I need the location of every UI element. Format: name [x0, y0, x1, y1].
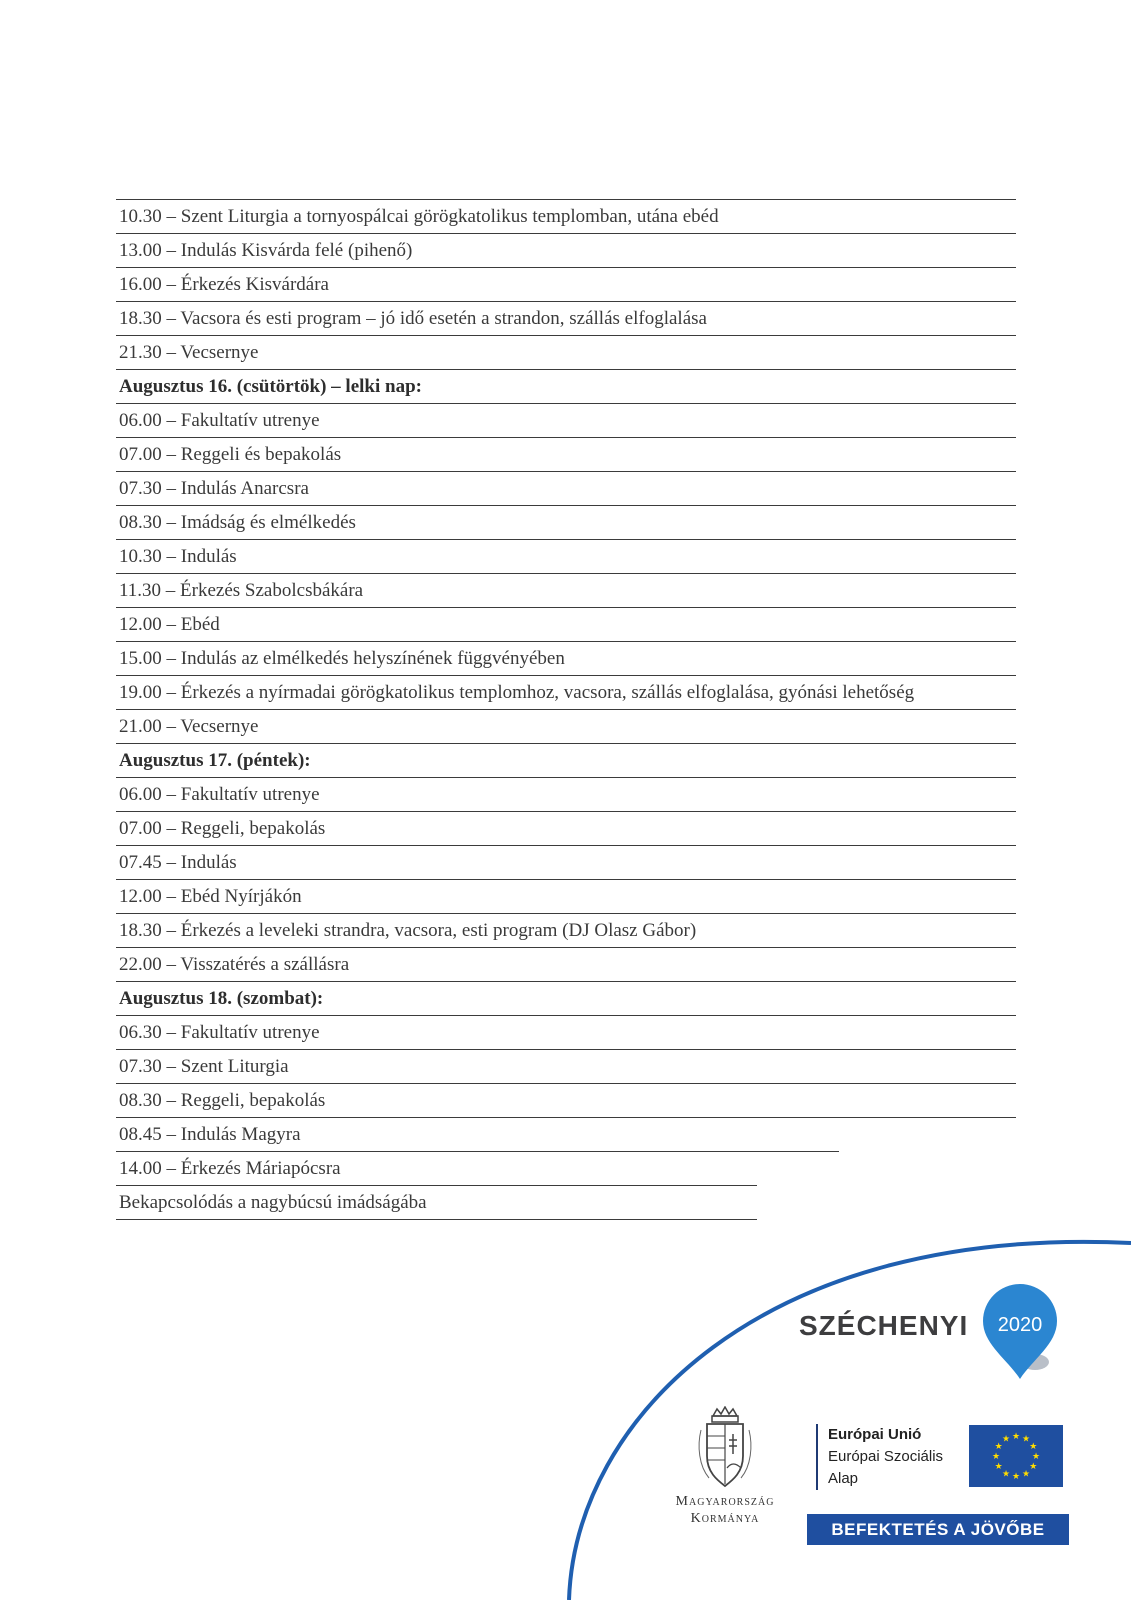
eu-star-icon: ★	[1029, 1441, 1038, 1451]
invest-banner: BEFEKTETÉS A JÖVŐBE	[807, 1514, 1069, 1545]
eu-star-icon: ★	[991, 1451, 1001, 1461]
schedule-row: 07.30 – Szent Liturgia	[116, 1049, 1016, 1083]
schedule-row: 16.00 – Érkezés Kisvárdára	[116, 267, 1016, 301]
eu-star-icon: ★	[1001, 1433, 1011, 1444]
eu-fund-line: Alap	[828, 1470, 859, 1487]
schedule-row: 18.30 – Vacsora és esti program – jó idő esetén a strandon, szállás elfoglalása	[116, 301, 1016, 335]
schedule-row: 13.00 – Indulás Kisvárda felé (pihenő)	[116, 233, 1016, 267]
eu-star-icon: ★	[1011, 1471, 1021, 1481]
schedule-row: 10.30 – Indulás	[116, 539, 1016, 573]
eu-name: Európai Unió	[828, 1426, 922, 1443]
eu-flag-icon	[969, 1425, 1063, 1487]
schedule-row: 21.00 – Vecsernye	[116, 709, 1016, 743]
schedule-row: 08.30 – Reggeli, bepakolás	[116, 1083, 1016, 1117]
day-heading: Augusztus 18. (szombat):	[116, 981, 1016, 1015]
schedule-row: 15.00 – Indulás az elmélkedés helyszínének függvényében	[116, 641, 1016, 675]
schedule-row: Bekapcsolódás a nagybúcsú imádságába	[116, 1185, 757, 1220]
eu-star-icon: ★	[1029, 1461, 1038, 1471]
schedule-row: 22.00 – Visszatérés a szállásra	[116, 947, 1016, 981]
schedule-row: 06.30 – Fakultatív utrenye	[116, 1015, 1016, 1049]
eu-star-icon: ★	[994, 1461, 1003, 1471]
eu-fund-label	[816, 1424, 943, 1490]
day-heading: Augusztus 17. (péntek):	[116, 743, 1016, 777]
schedule-row: 07.00 – Reggeli és bepakolás	[116, 437, 1016, 471]
schedule-row: 07.45 – Indulás	[116, 845, 1016, 879]
schedule-row: 11.30 – Érkezés Szabolcsbákára	[116, 573, 1016, 607]
schedule-row: 12.00 – Ebéd Nyírjákón	[116, 879, 1016, 913]
eu-star-icon: ★	[1021, 1468, 1031, 1479]
day-heading: Augusztus 16. (csütörtök) – lelki nap:	[116, 369, 1016, 403]
szechenyi-year: 2020	[997, 1314, 1043, 1336]
schedule-row: 07.30 – Indulás Anarcsra	[116, 471, 1016, 505]
schedule-row: 14.00 – Érkezés Máriapócsra	[116, 1151, 839, 1185]
schedule-row: 07.00 – Reggeli, bepakolás	[116, 811, 1016, 845]
schedule-row: 10.30 – Szent Liturgia a tornyospálcai görögkatolikus templomban, utána ebéd	[116, 199, 1016, 233]
schedule-row: 06.00 – Fakultatív utrenye	[116, 777, 1016, 811]
eu-star-icon: ★	[1021, 1433, 1031, 1444]
eu-star-icon: ★	[1031, 1451, 1041, 1461]
eu-star-icon: ★	[1001, 1468, 1011, 1479]
schedule-row: 12.00 – Ebéd	[116, 607, 1016, 641]
eu-star-icon: ★	[994, 1441, 1003, 1451]
eu-star-icon: ★	[1011, 1431, 1021, 1441]
schedule-row: 21.30 – Vecsernye	[116, 335, 1016, 369]
schedule-row: 08.30 – Imádság és elmélkedés	[116, 505, 1016, 539]
szechenyi-name: SZÉCHENYI	[799, 1310, 969, 1341]
location-pin-icon	[983, 1284, 1063, 1394]
schedule-row: 08.45 – Indulás Magyra	[116, 1117, 1016, 1151]
schedule-row: 06.00 – Fakultatív utrenye	[116, 403, 1016, 437]
eu-fund-line: Európai Szociális	[828, 1448, 944, 1465]
coat-of-arms-icon	[695, 1406, 755, 1488]
schedule-table	[116, 199, 1016, 1220]
schedule-row: 19.00 – Érkezés a nyírmadai görögkatolikus templomhoz, vacsora, szállás elfoglalása, gyónási lehetőség	[116, 675, 1016, 709]
schedule-row: 18.30 – Érkezés a leveleki strandra, vacsora, esti program (DJ Olasz Gábor)	[116, 913, 1016, 947]
government-name: Magyarország Kormánya	[675, 1494, 775, 1526]
